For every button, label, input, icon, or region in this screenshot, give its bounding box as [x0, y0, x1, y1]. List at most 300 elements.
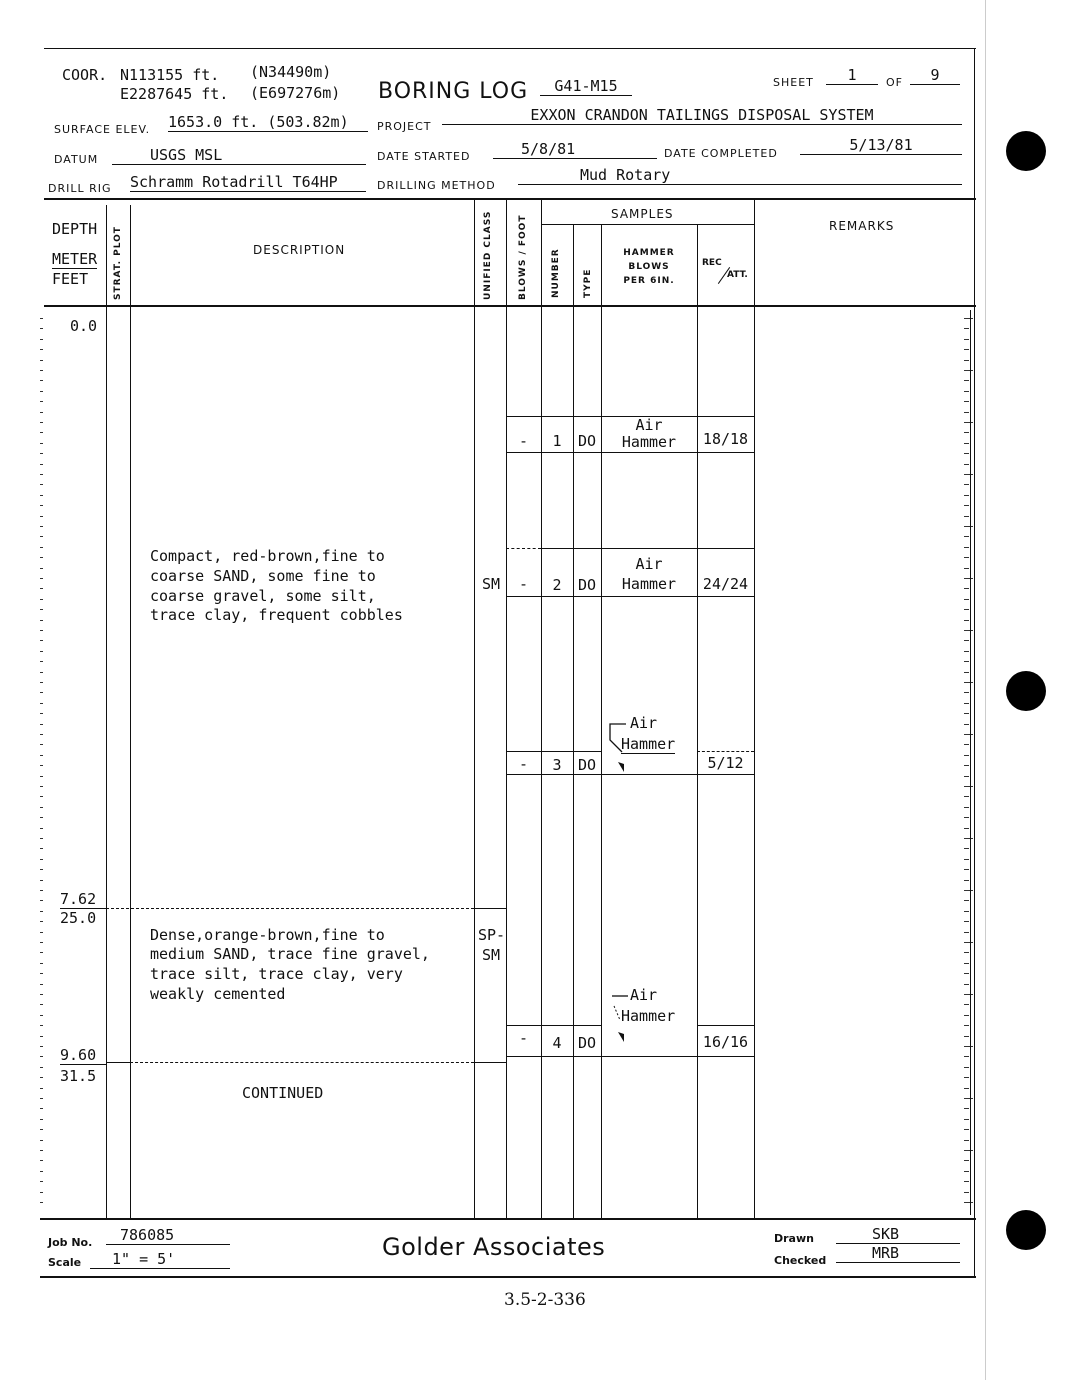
- scale-tick: [40, 1015, 43, 1016]
- col-rec-label: REC: [702, 258, 722, 268]
- drill-rig-label: DRILL RIG: [48, 182, 112, 195]
- scale-tick: [964, 994, 973, 995]
- project-label: PROJECT: [377, 120, 432, 133]
- scale-tick: [964, 880, 969, 881]
- layer-1-line-4: trace clay, frequent cobbles: [150, 606, 403, 624]
- scale-tick: [40, 1025, 43, 1026]
- scale-tick: [40, 1067, 43, 1068]
- scale-tick: [964, 484, 969, 485]
- date-completed: 5/13/81: [800, 136, 962, 155]
- scale-tick: [964, 651, 969, 652]
- scale-tick: [964, 339, 969, 340]
- sample-2-hammer-2: Hammer: [621, 575, 677, 593]
- scale-tick: [40, 557, 43, 558]
- col-line-number: [541, 198, 542, 1218]
- scale-tick: [40, 620, 43, 621]
- sample-3-hammer-arrow: [604, 718, 634, 778]
- scale-tick: [964, 838, 973, 839]
- scale-tick: [964, 692, 969, 693]
- scale-tick: [964, 713, 969, 714]
- scale-tick: [964, 505, 969, 506]
- scale-tick: [964, 1160, 969, 1161]
- scale-tick: [40, 422, 43, 423]
- scale-tick: [964, 349, 969, 350]
- scale-tick: [964, 1129, 969, 1130]
- layer-2-class-2: SM: [482, 946, 501, 964]
- scale-tick: [964, 765, 969, 766]
- scale-tick: [964, 328, 969, 329]
- coor-east: E2287645 ft.: [120, 85, 229, 103]
- layer-2-class-1: SP-: [478, 926, 506, 944]
- scale-tick: [40, 630, 43, 631]
- page-edge: [985, 0, 986, 1380]
- scale-tick: [40, 932, 43, 933]
- scale-tick: [40, 453, 43, 454]
- scale-tick: [40, 536, 43, 537]
- class-boundary-2: [474, 1062, 506, 1063]
- scale-tick: [964, 547, 969, 548]
- sample-4-top-line: [506, 1025, 601, 1026]
- scale-tick: [40, 713, 43, 714]
- drawn-label: Drawn: [774, 1232, 814, 1245]
- scale-tick: [964, 1202, 973, 1203]
- scale-tick: [40, 588, 43, 589]
- col-line-desc: [130, 205, 131, 1218]
- scale-tick: [40, 339, 43, 340]
- scale-tick: [40, 380, 43, 381]
- scale-tick: [964, 464, 969, 465]
- scale-tick: [40, 1160, 43, 1161]
- checked-by: MRB: [836, 1244, 960, 1263]
- scale-tick: [964, 1088, 969, 1089]
- col-hammer-label-3: PER 6IN.: [623, 276, 675, 286]
- sample-4-hammer-arrow: [604, 990, 634, 1050]
- sample-4-top-line-b: [697, 1025, 754, 1026]
- scale-tick: [40, 1129, 43, 1130]
- sample-1-rec: 18/18: [702, 430, 749, 448]
- table-bottom-border: [40, 1218, 976, 1220]
- job-no: 786085: [106, 1226, 230, 1245]
- scale-tick: [964, 755, 969, 756]
- job-no-label: Job No.: [48, 1236, 93, 1249]
- col-blows-foot-label: BLOWS / FOOT: [518, 214, 528, 300]
- col-meter-label: METER: [52, 250, 98, 268]
- sample-3-blows: -: [518, 755, 529, 773]
- sample-1-number: 1: [552, 432, 562, 450]
- scale-tick: [40, 984, 43, 985]
- col-line-rec: [697, 224, 698, 1218]
- scale-tick: [964, 380, 969, 381]
- punch-hole-bottom: [1006, 1210, 1046, 1250]
- scale-tick: [964, 474, 973, 475]
- sample-4-type: DO: [577, 1034, 597, 1052]
- scale-tick: [964, 952, 969, 953]
- scale-tick: [40, 734, 43, 735]
- scale-tick: [40, 911, 43, 912]
- scale-tick: [964, 942, 973, 943]
- scale-tick: [964, 661, 969, 662]
- scale-tick: [40, 682, 43, 683]
- scale-label: Scale: [48, 1256, 82, 1269]
- scale-tick: [40, 890, 43, 891]
- scale-tick: [40, 1077, 43, 1078]
- depth-meter-2: 9.60: [60, 1046, 106, 1065]
- sample-4-bottom-line: [506, 1056, 754, 1057]
- scale-tick: [40, 1181, 43, 1182]
- scale-tick: [40, 942, 43, 943]
- scale-tick: [964, 724, 969, 725]
- surface-elev: 1653.0 ft. (503.82m): [168, 113, 368, 132]
- scale-tick: [40, 796, 43, 797]
- sample-2-number: 2: [552, 576, 562, 594]
- scale-tick: [40, 328, 43, 329]
- scale-tick: [40, 412, 43, 413]
- layer-1-class: SM: [482, 575, 501, 593]
- scale-tick: [40, 994, 43, 995]
- drilling-method-label: DRILLING METHOD: [377, 179, 496, 192]
- scale-tick: [40, 1171, 43, 1172]
- drilling-method: Mud Rotary: [518, 166, 962, 185]
- col-hammer-label-2: BLOWS: [628, 262, 670, 272]
- layer-2-line-2: medium SAND, trace fine gravel,: [150, 945, 430, 963]
- scale-tick: [40, 807, 43, 808]
- scale-tick: [40, 880, 43, 881]
- layer-1-line-1: Compact, red-brown,fine to: [150, 547, 385, 565]
- form-bottom-border: [40, 1276, 976, 1278]
- scale-tick: [40, 651, 43, 652]
- scale-tick: [40, 1140, 43, 1141]
- scale-tick: [40, 1108, 43, 1109]
- date-completed-label: DATE COMPLETED: [664, 147, 778, 160]
- scale-tick: [40, 817, 43, 818]
- scale-tick: [964, 432, 969, 433]
- scale-tick: [964, 318, 973, 319]
- sample-2-top-line-b: [541, 548, 754, 549]
- column-header-bottom: [44, 305, 976, 307]
- col-remarks-label: REMARKS: [829, 219, 895, 233]
- scale-tick: [40, 609, 43, 610]
- scale-tick: [964, 1108, 969, 1109]
- layer-2-line-3: trace silt, trace clay, very: [150, 965, 403, 983]
- scale-tick: [964, 640, 969, 641]
- scale-tick: [40, 692, 43, 693]
- scale-tick: [964, 370, 973, 371]
- punch-hole-middle: [1006, 671, 1046, 711]
- scale-tick: [40, 568, 43, 569]
- sample-1-hammer-1: Air: [635, 416, 663, 434]
- scale-tick: [964, 453, 969, 454]
- scale-tick: [964, 412, 969, 413]
- col-hammer-label-1: HAMMER: [623, 248, 675, 258]
- scale-tick: [40, 786, 43, 787]
- scale-tick: [964, 672, 969, 673]
- col-line-remarks: [754, 198, 755, 1218]
- scale-tick: [40, 744, 43, 745]
- scale-tick: [964, 900, 969, 901]
- scale-tick: [964, 1150, 973, 1151]
- scale-tick: [40, 1119, 43, 1120]
- scale-tick: [40, 505, 43, 506]
- scale-tick: [964, 578, 973, 579]
- stratum-boundary-1: [106, 908, 474, 909]
- sample-4-number: 4: [552, 1034, 562, 1052]
- scale-tick: [964, 1171, 969, 1172]
- layer-1-line-2: coarse SAND, some fine to: [150, 567, 376, 585]
- col-samples-label: SAMPLES: [611, 207, 674, 221]
- scale-tick: [964, 796, 969, 797]
- scale-tick: [964, 1036, 969, 1037]
- drill-rig: Schramm Rotadrill T64HP: [130, 173, 366, 192]
- depth-feet-1: 25.0: [60, 909, 97, 927]
- sample-4-rec: 16/16: [702, 1033, 749, 1051]
- project-name: EXXON CRANDON TAILINGS DISPOSAL SYSTEM: [442, 106, 962, 125]
- scale-tick: [40, 1036, 43, 1037]
- scale-tick: [964, 516, 969, 517]
- col-line-blows: [506, 198, 507, 1218]
- sample-2-hammer-1: Air: [635, 555, 663, 573]
- scale-tick: [964, 1056, 969, 1057]
- scale-tick: [964, 1119, 969, 1120]
- sample-2-bottom-line: [506, 596, 754, 597]
- depth-meter-1: 7.62: [60, 890, 106, 909]
- scale-tick: [40, 973, 43, 974]
- scale-tick: [964, 921, 969, 922]
- punch-hole-top: [1006, 131, 1046, 171]
- datum-value: USGS MSL: [112, 146, 366, 165]
- scale-tick: [40, 672, 43, 673]
- scale-tick: [964, 1046, 973, 1047]
- scale-tick: [964, 443, 969, 444]
- scale-tick: [964, 588, 969, 589]
- scale-tick: [964, 1025, 969, 1026]
- scale-tick: [964, 630, 973, 631]
- scale-tick: [964, 859, 969, 860]
- sample-4-hammer-2: Hammer: [621, 1007, 676, 1025]
- scale-tick: [40, 963, 43, 964]
- scale-tick: [40, 1088, 43, 1089]
- scale-tick: [40, 526, 43, 527]
- company-name: Golder Associates: [382, 1233, 606, 1261]
- depth-top: 0.0: [70, 317, 98, 335]
- scale-tick: [40, 838, 43, 839]
- form-top-border: [44, 48, 976, 49]
- depth-feet-2: 31.5: [60, 1067, 97, 1085]
- sample-3-hammer-1: Air: [630, 714, 658, 732]
- scale-tick: [40, 516, 43, 517]
- sample-1-blows: -: [518, 432, 529, 450]
- layer-2-line-1: Dense,orange-brown,fine to: [150, 926, 385, 944]
- scale-tick: [964, 807, 969, 808]
- class-boundary-1: [474, 908, 506, 909]
- scale-tick: [40, 703, 43, 704]
- scale-tick: [40, 547, 43, 548]
- boring-id: G41-M15: [540, 77, 632, 96]
- scale-tick: [964, 536, 969, 537]
- scale-tick: [40, 1046, 43, 1047]
- scale-tick: [40, 828, 43, 829]
- scale-tick: [964, 828, 969, 829]
- sample-3-hammer-2: Hammer: [621, 735, 676, 753]
- coor-north-metric: (N34490m): [250, 63, 332, 81]
- sample-3-number: 3: [552, 756, 562, 774]
- scale-tick: [964, 557, 969, 558]
- scale-tick: [40, 661, 43, 662]
- layer-1-line-3: coarse gravel, some silt,: [150, 587, 376, 605]
- scale-tick: [40, 859, 43, 860]
- table-top-border: [44, 198, 976, 200]
- page-number: 3.5-2-336: [504, 1290, 586, 1310]
- sheet-total: 9: [910, 66, 960, 85]
- col-description-label: DESCRIPTION: [253, 243, 346, 257]
- scale-tick: [964, 360, 969, 361]
- sample-1-type: DO: [577, 432, 597, 450]
- scale-tick: [964, 869, 969, 870]
- date-started: 5/8/81: [493, 140, 657, 159]
- scale-tick: [964, 703, 969, 704]
- scale-tick: [964, 609, 969, 610]
- col-strat-plot-label: STRAT. PLOT: [113, 226, 123, 300]
- drawn-by: SKB: [836, 1225, 960, 1244]
- col-line-hammer: [601, 224, 602, 1218]
- coor-east-metric: (E697276m): [250, 84, 341, 102]
- sample-3-top-line: [506, 751, 601, 752]
- scale-tick: [40, 640, 43, 641]
- sample-4-blows: -: [518, 1029, 529, 1047]
- sample-2-rec: 24/24: [702, 575, 749, 593]
- scale-tick: [40, 370, 43, 371]
- col-unified-class-label: UNIFIED CLASS: [483, 210, 493, 300]
- scale-tick: [40, 1150, 43, 1151]
- scale-tick: [964, 848, 969, 849]
- scale-tick: [40, 391, 43, 392]
- scale-tick: [40, 474, 43, 475]
- scale-tick: [964, 1098, 973, 1099]
- scale-tick: [40, 1098, 43, 1099]
- scale-tick: [40, 1202, 43, 1203]
- scale-tick: [964, 1004, 969, 1005]
- scale-tick: [40, 848, 43, 849]
- scale-tick: [40, 724, 43, 725]
- scale-tick: [40, 776, 43, 777]
- form-title: BORING LOG: [378, 79, 529, 104]
- coor-north: N113155 ft.: [120, 66, 220, 84]
- scale-tick: [40, 495, 43, 496]
- scale-tick: [40, 360, 43, 361]
- sample-2-blows: -: [518, 575, 529, 593]
- scale-tick: [40, 1004, 43, 1005]
- layer-2-line-4: weakly cemented: [150, 985, 286, 1003]
- scale-tick: [40, 1192, 43, 1193]
- of-label: OF: [886, 76, 903, 89]
- scale-tick: [40, 401, 43, 402]
- scale-tick: [964, 495, 969, 496]
- scale-tick: [40, 869, 43, 870]
- scale-tick: [964, 620, 969, 621]
- col-line-strat: [106, 205, 107, 1218]
- scale-tick: [964, 1192, 969, 1193]
- scale-tick: [964, 963, 969, 964]
- scale-tick: [40, 578, 43, 579]
- scale-tick: [40, 952, 43, 953]
- scale-tick: [964, 776, 969, 777]
- scale-value: 1" = 5': [90, 1250, 230, 1269]
- col-line-type: [573, 224, 574, 1218]
- col-att-label: ATT.: [727, 270, 748, 280]
- col-line-class: [474, 198, 475, 1218]
- sample-4-hammer-1: Air: [630, 986, 658, 1004]
- sample-3-rec: 5/12: [707, 754, 744, 772]
- scale-tick: [40, 599, 43, 600]
- scale-tick: [964, 1067, 969, 1068]
- col-type-label: TYPE: [583, 268, 593, 298]
- depth-boundary-2: [106, 1062, 130, 1063]
- scale-tick: [964, 1181, 969, 1182]
- scale-tick: [964, 599, 969, 600]
- scale-tick: [40, 464, 43, 465]
- scale-tick: [964, 973, 969, 974]
- scale-tick: [40, 765, 43, 766]
- sample-3-type: DO: [577, 756, 597, 774]
- scale-tick: [40, 432, 43, 433]
- scale-tick: [40, 755, 43, 756]
- date-started-label: DATE STARTED: [377, 150, 471, 163]
- coor-label: COOR.: [62, 66, 108, 84]
- datum-label: DATUM: [54, 153, 99, 166]
- scale-tick: [964, 890, 973, 891]
- sample-1-hammer-2: Hammer: [621, 433, 677, 451]
- sample-3-top-line-b: [697, 751, 754, 752]
- col-feet-label: FEET: [52, 270, 89, 288]
- col-number-label: NUMBER: [551, 248, 561, 298]
- scale-tick: [964, 932, 969, 933]
- scale-tick: [40, 349, 43, 350]
- col-depth-label: DEPTH: [52, 220, 98, 238]
- form-right-border: [974, 48, 975, 1276]
- scale-tick: [964, 1015, 969, 1016]
- checked-label: Checked: [774, 1254, 827, 1267]
- scale-tick: [40, 921, 43, 922]
- surface-elev-label: SURFACE ELEV.: [54, 123, 151, 136]
- continued-label: CONTINUED: [242, 1084, 324, 1102]
- stratum-boundary-2: [130, 1062, 474, 1063]
- scale-tick: [40, 443, 43, 444]
- scale-tick: [964, 682, 973, 683]
- scale-tick: [964, 786, 973, 787]
- sample-1-bottom-line: [506, 452, 754, 453]
- sample-2-top-line: [506, 548, 541, 549]
- scale-tick: [40, 318, 43, 319]
- scale-tick: [964, 911, 969, 912]
- scale-tick: [964, 744, 969, 745]
- scale-tick: [964, 401, 969, 402]
- scale-tick: [964, 734, 973, 735]
- scale-tick: [964, 391, 969, 392]
- scale-tick: [964, 422, 973, 423]
- scale-tick: [40, 484, 43, 485]
- sheet-label: SHEET: [773, 76, 814, 89]
- scale-tick: [40, 900, 43, 901]
- scale-tick: [964, 568, 969, 569]
- sheet-number: 1: [826, 66, 878, 85]
- scale-tick: [964, 526, 973, 527]
- scale-tick: [964, 817, 969, 818]
- scale-tick: [964, 984, 969, 985]
- scale-tick: [964, 1077, 969, 1078]
- right-scale-line: [970, 310, 971, 1215]
- scale-tick: [964, 1140, 969, 1141]
- scale-tick: [40, 1056, 43, 1057]
- sample-2-type: DO: [577, 576, 597, 594]
